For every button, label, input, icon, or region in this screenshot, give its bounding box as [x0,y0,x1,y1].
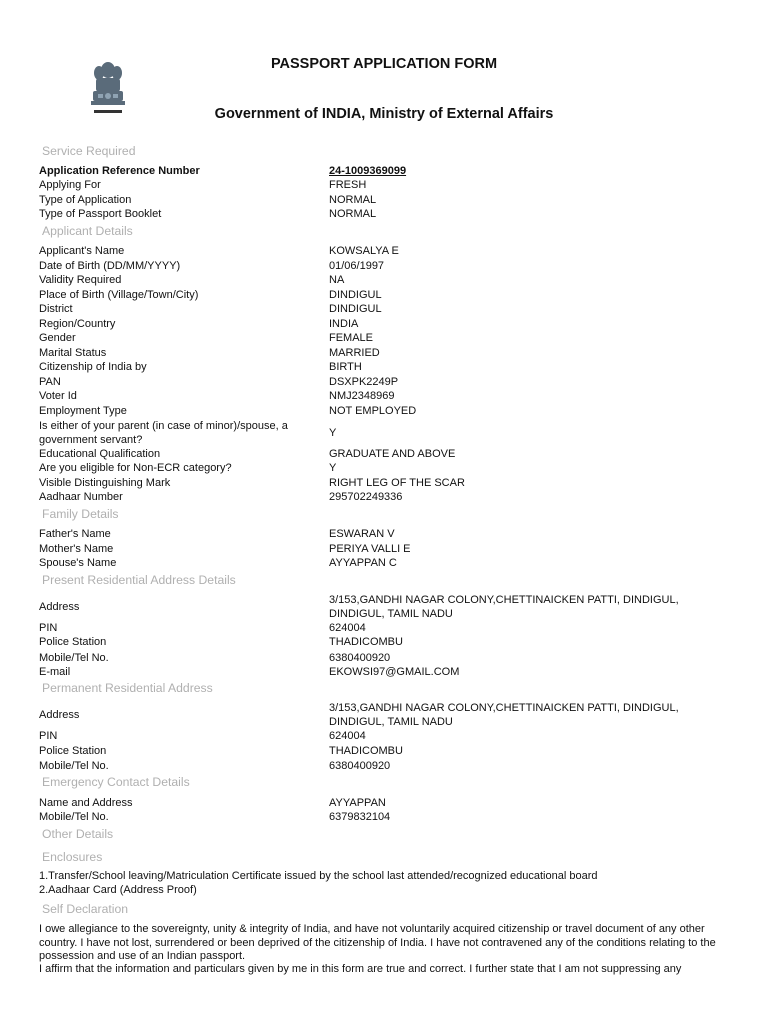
field-label: District [39,303,73,315]
field-value: NMJ2348969 [329,390,395,402]
section-heading-emergency: Emergency Contact Details [42,775,190,789]
field-label: PIN [39,622,58,634]
enclosure-item: 2.Aadhaar Card (Address Proof) [39,884,197,896]
field-value: INDIA [329,318,359,330]
field-value: NORMAL [329,208,377,220]
field-value: MARRIED [329,347,380,359]
field-label: Application Reference Number [39,165,200,177]
field-value: DINDIGUL [329,289,382,301]
field-label: PAN [39,376,61,388]
field-value: RIGHT LEG OF THE SCAR [329,477,465,489]
field-label: Employment Type [39,405,127,417]
field-value: 6379832104 [329,811,391,823]
field-label: Applying For [39,179,101,191]
field-label: Marital Status [39,347,107,359]
field-label: Gender [39,332,76,344]
field-value: GRADUATE AND ABOVE [329,448,456,460]
field-label: Is either of your parent (in case of minor)/spouse, a government servant? [39,420,288,447]
field-value: NOT EMPLOYED [329,405,417,417]
field-label: Mobile/Tel No. [39,760,109,772]
section-heading-enclosures: Enclosures [42,850,103,864]
section-heading-family: Family Details [42,507,119,521]
field-value: PERIYA VALLI E [329,543,411,555]
field-value: 624004 [329,730,366,742]
section-heading-present-address: Present Residential Address Details [42,573,236,587]
field-label: Police Station [39,636,107,648]
field-label: Educational Qualification [39,448,161,460]
field-value: 295702249336 [329,491,403,503]
field-value: 3/153,GANDHI NAGAR COLONY,CHETTINAICKEN PATTI, DINDIGUL, DINDIGUL, TAMIL NADU [329,702,679,729]
field-value: BIRTH [329,361,362,373]
form-title: PASSPORT APPLICATION FORM [270,56,498,72]
field-label: Validity Required [39,274,122,286]
field-label: Region/Country [39,318,116,330]
field-value: DSXPK2249P [329,376,399,388]
field-label: E-mail [39,666,71,678]
field-value: Y [329,427,337,439]
section-heading-other: Other Details [42,827,114,841]
section-heading-applicant: Applicant Details [42,224,133,238]
field-label: Type of Application [39,194,132,206]
field-value: KOWSALYA E [329,245,399,257]
field-value: NA [329,274,345,286]
field-label: Type of Passport Booklet [39,208,162,220]
field-label: Mobile/Tel No. [39,811,109,823]
section-heading-service: Service Required [42,144,136,158]
field-label: Address [39,709,80,721]
field-label: Father's Name [39,528,111,540]
field-label: Place of Birth (Village/Town/City) [39,289,199,301]
field-value: 3/153,GANDHI NAGAR COLONY,CHETTINAICKEN PATTI, DINDIGUL, DINDIGUL, TAMIL NADU [329,594,679,621]
enclosure-item: 1.Transfer/School leaving/Matriculation Certificate issued by the school last attended/recognized educational board [39,870,598,882]
field-label: Voter Id [39,390,77,402]
field-value: DINDIGUL [329,303,382,315]
field-label: Address [39,601,80,613]
section-heading-permanent-address: Permanent Residential Address [42,681,213,695]
declaration-paragraph: I owe allegiance to the sovereignty, unity & integrity of India, and have not voluntarily acquired citizenship or travel document of any other country. I have not lost, surrendered or been deprived of the citizenship of India. I have not contravened any of the conditions relating to the possession and use of an Indian passport. [39,923,716,962]
field-label: Aadhaar Number [39,491,123,503]
field-label: Police Station [39,745,107,757]
field-label: Are you eligible for Non-ECR category? [39,462,232,474]
field-value: 01/06/1997 [329,260,385,272]
field-label: Spouse's Name [39,557,117,569]
field-value: THADICOMBU [329,745,403,757]
field-value: Y [329,462,337,474]
field-value: 624004 [329,622,366,634]
field-value: THADICOMBU [329,636,403,648]
field-value: FEMALE [329,332,374,344]
field-label: Applicant's Name [39,245,125,257]
field-value: 6380400920 [329,760,391,772]
declaration-paragraph: I affirm that the information and particulars given by me in this form are true and correct. I further state that I am not suppressing any [39,963,682,975]
field-value: ESWARAN V [329,528,395,540]
field-label: Mother's Name [39,543,114,555]
section-heading-declaration: Self Declaration [42,902,129,916]
field-value: AYYAPPAN C [329,557,397,569]
application-reference-number: 24-1009369099 [329,165,407,177]
field-value: NORMAL [329,194,377,206]
field-label: Visible Distinguishing Mark [39,477,171,489]
field-value: EKOWSI97@GMAIL.COM [329,666,460,678]
field-label: PIN [39,730,58,742]
field-label: Citizenship of India by [39,361,147,373]
field-label: Mobile/Tel No. [39,652,109,664]
field-label: Date of Birth (DD/MM/YYYY) [39,260,181,272]
field-label: Name and Address [39,797,133,809]
field-value: FRESH [329,179,367,191]
field-value: AYYAPPAN [329,797,386,809]
field-value: 6380400920 [329,652,391,664]
form-subtitle: Government of INDIA, Ministry of External Affairs [214,106,554,122]
